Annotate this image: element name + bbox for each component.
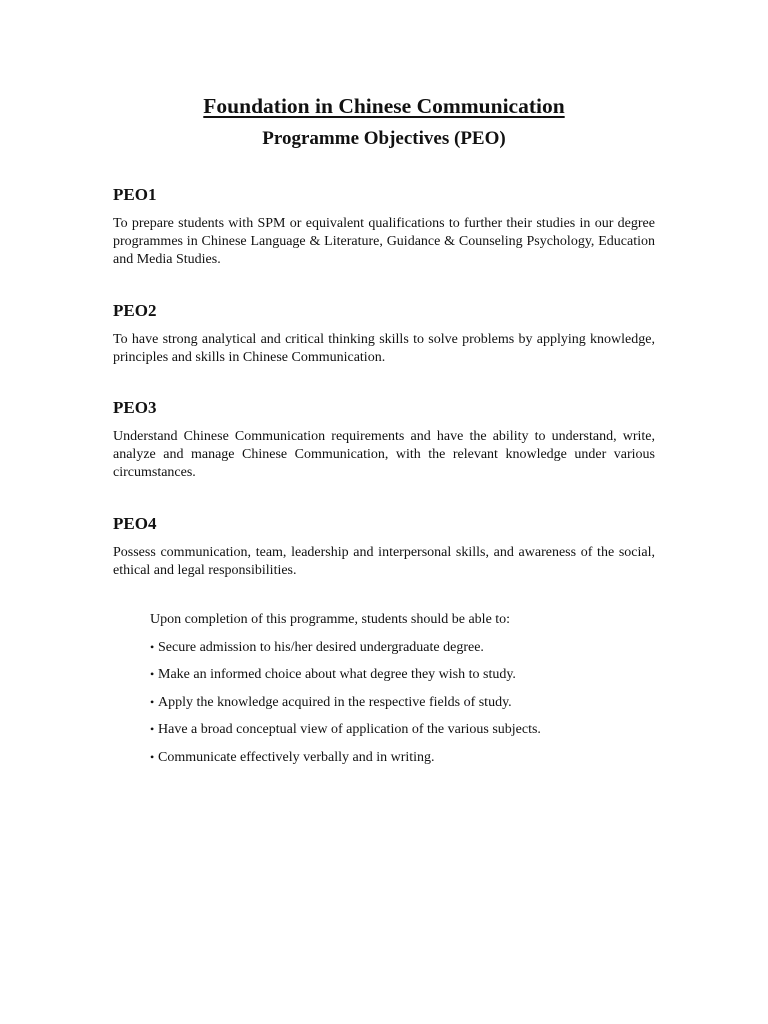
objective-peo4 xyxy=(113,513,655,580)
objective-heading: PEO1 xyxy=(113,185,157,204)
objective-text: To have strong analytical and critical thinking skills to solve problems by applying knowledge, principles and skills in Chinese Communication. xyxy=(113,332,655,365)
list-item xyxy=(150,747,655,768)
list-item xyxy=(150,637,655,658)
outcomes-intro: Upon completion of this programme, students should be able to: xyxy=(150,612,511,627)
outcomes-list xyxy=(150,637,655,768)
list-item xyxy=(150,664,655,685)
bullet-icon: • xyxy=(150,639,155,654)
list-item-text: Communicate effectively verbally and in writing. xyxy=(158,749,435,765)
objective-peo2 xyxy=(113,300,655,367)
bullet-icon: • xyxy=(150,694,155,709)
learning-outcomes xyxy=(150,610,655,768)
objective-heading: PEO4 xyxy=(113,514,157,533)
document-title-text: Foundation in Chinese Communication xyxy=(203,94,565,118)
bullet-icon: • xyxy=(150,667,155,681)
bullet-icon: • xyxy=(150,749,155,764)
objective-heading: PEO2 xyxy=(113,301,157,320)
document-title xyxy=(0,92,768,120)
objective-text: Understand Chinese Communication requirements and have the ability to understand, write, analyze and manage Chinese Communication, with the relevant knowledge under various circumstances. xyxy=(113,429,655,480)
list-item-text: Make an informed choice about what degree they wish to study. xyxy=(158,667,516,682)
objective-peo3 xyxy=(113,397,655,482)
document-subtitle: Programme Objectives (PEO) xyxy=(262,128,506,149)
list-item-text: Have a broad conceptual view of application of the various subjects. xyxy=(158,722,541,737)
list-item-text: Apply the knowledge acquired in the respective fields of study. xyxy=(158,694,512,710)
bullet-icon: • xyxy=(150,722,155,736)
objective-peo1 xyxy=(113,184,655,269)
list-item-text: Secure admission to his/her desired undergraduate degree. xyxy=(158,639,484,655)
objective-text: Possess communication, team, leadership and interpersonal skills, and awareness of the social, ethical and legal responsibilities. xyxy=(113,545,655,578)
list-item xyxy=(150,719,655,740)
objective-heading: PEO3 xyxy=(113,398,157,417)
list-item xyxy=(150,692,655,713)
objective-text: To prepare students with SPM or equivalent qualifications to further their studies in our degree programmes in Chinese Language & Literature, Guidance & Counseling Psychology, Education and Media Studies. xyxy=(113,216,655,267)
